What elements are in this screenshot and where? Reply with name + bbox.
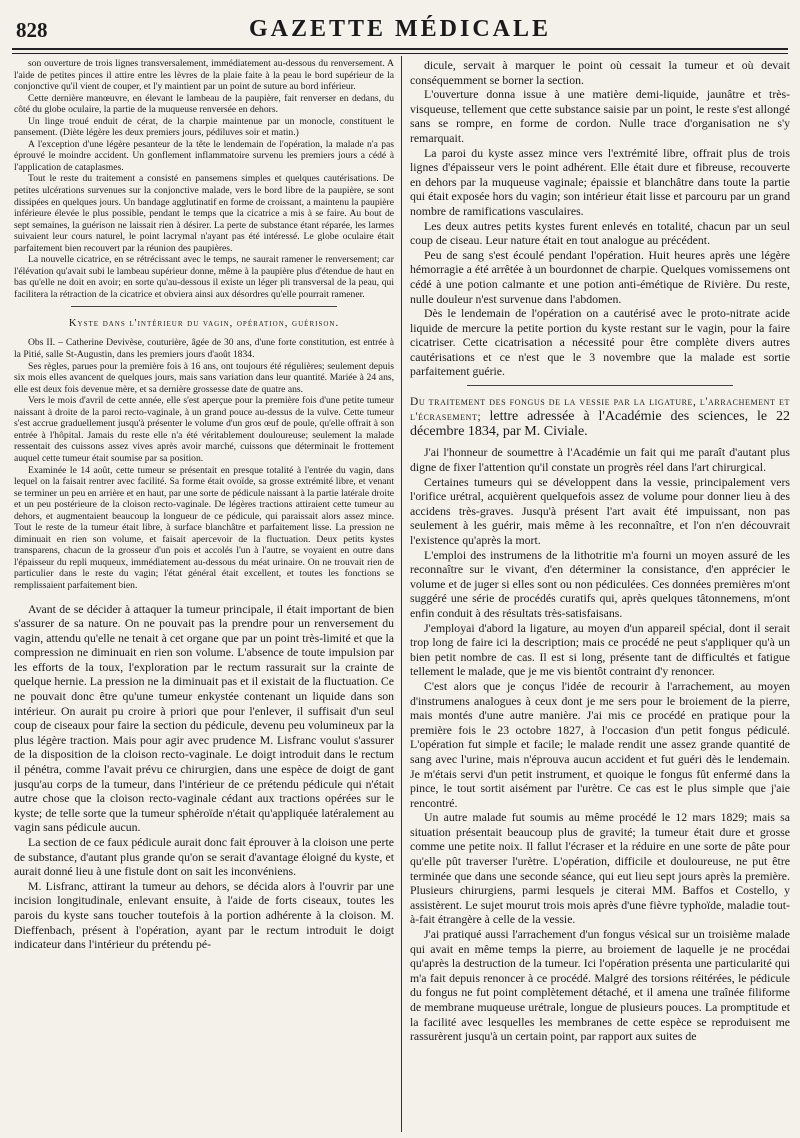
paragraph: La nouvelle cicatrice, en se rétrécissant avec le temps, ne saurait ramener le renversement; car l'élévation qu'avait subi le lambeau supérieur donne, même à la paupière plus d'étendue de haut en bas qu'elle ne doit en avoir; en sorte qu'au-dessous il existe un léger pli transversal de la peau, qui facilitera la rétraction de la cicatrice et obviera ainsi aux désordres qu'elle pourrait ramener.: [14, 254, 394, 300]
header-rule-thin: [12, 53, 788, 54]
article-heading-sub: lettre adressée à l'Académie des sciences, le 22 décembre 1834, par M. Civiale.: [410, 408, 790, 439]
paragraph: A l'exception d'une légère pesanteur de la tête le lendemain de l'opération, la malade n'a pas éprouvé le moindre accident. Un gonflement inflammatoire survenu les premiers jours a cédé à l'application de cataplasmes.: [14, 138, 394, 173]
header-rule: [12, 48, 788, 50]
paragraph: Un linge troué enduit de cérat, de la charpie maintenue par un monocle, constituent le pansement. (Diète légère les deux premiers jours, pédiluves soir et matin.): [14, 115, 394, 139]
left-body: [14, 602, 394, 952]
paragraph: Vers le mois d'avril de cette année, elle s'est aperçue pour la première fois d'une petite tumeur naissant à droite de la paroi recto-vaginale, à un grand pouce au-dessus de la vulve. Cette tumeur s'est accrue graduellement jusqu'à présenter le volume d'un gros œuf de poule, qu'elle offrait à son entrée à l'hôpital. Jamais du reste elle n'a été véritablement douloureuse; seulement la malade ressentait des cuissons assez vives après avoir marché, cuissons que déterminait le frottement auquel cette tumeur était soumise par sa position.: [14, 395, 394, 464]
left-column: [14, 58, 394, 1132]
right-body: [410, 445, 790, 1043]
section-rule: [71, 306, 337, 307]
page-header: [12, 14, 788, 46]
article-heading: [410, 396, 790, 439]
paragraph: M. Lisfranc, attirant la tumeur au dehors, se décida alors à l'ouvrir par une incision longitudinale, enlevant ensuite, à l'aide de forts ciseaux, toutes les parois du kyste sans toucher toutefois à la portion adhérente à la cloison. M. Dieffenbach, présent à l'opération, ayant par le rectum introduit le doigt indicateur dans l'intérieur du prétendu pé-: [14, 878, 394, 952]
paragraph: Peu de sang s'est écoulé pendant l'opération. Huit heures après une légère hémorragie a été arrêtée à un bourdonnet de charpie. Quelques vomissemens ont cédé à une potion calmante et une potion anti-émétique de Rivière. Du reste, nulle douleur n'est survenue dans l'abdomen.: [410, 247, 790, 306]
article-heading-main: Du traitement des fongus de la vessie par la ligature, l'arrachement et l'écrasement;: [410, 396, 790, 423]
right-column: [410, 58, 790, 1132]
paragraph: Obs II. – Catherine Devivèse, couturière, âgée de 30 ans, d'une forte constitution, est entrée à la Pitié, salle St-Augustin, dans les premiers jours d'août 1834.: [14, 337, 394, 361]
column-divider: [401, 56, 402, 1132]
paragraph: Un autre malade fut soumis au même procédé le 12 mars 1829; mais sa situation présentait beaucoup plus de gravité; la tumeur était dure et grosse comme une petite noix. Il fallut l'écraser et la réduire en une sorte de pâte pour qu'elle pût traverser l'urètre. L'opération, difficile et douloureuse, ne put être terminée que dans une seconde séance, qui eut lieu sept jours après la première. Plusieurs chirurgiens, parmi lesquels je citerai MM. Baffos et Costello, y assistèrent. Le sujet mourut trois mois après d'une fièvre typhoïde, maladie tout-à-fait étrangère à celle de la vessie.: [410, 810, 790, 927]
paragraph: dicule, servait à marquer le point où cessait la tumeur et où devait conséquemment se borner la section.: [410, 58, 790, 87]
paragraph: La paroi du kyste assez mince vers l'extrémité libre, offrait plus de trois lignes d'épaisseur vers le point adhérent. Elle était dure et fibreuse, recouverte en dehors par la muqueuse vaginale; épaissie et blanchâtre dans toute la partie qui était exposée hors du vagin; son intérieur était lisse et parcouru par un grand nombre de ramifications vasculaires.: [410, 145, 790, 218]
paragraph: Examinée le 14 août, cette tumeur se présentait en presque totalité à l'entrée du vagin, dans lequel on la faisait rentrer avec facilité. Sa forme était ovoïde, sa grosse extrémité libre, et venant se terminer un peu en arrière et en haut, par une sorte de pédicule naissant à la partie latérale droite et un peu postérieure de la cloison recto-vaginale. De légères tractions attiraient cette tumeur au dehors, et augmentaient beaucoup la longueur de ce pédicule, qui paraissait alors assez mince. Tout le reste de la tumeur était libre, à surface blanchâtre et parfaitement lisse. La pression ne diminuait en rien son volume, et faisait apercevoir de la fluctuation. Deux petits kystes transparens, chacun de la grosseur d'un pois et accolés l'un à l'autre, se voyaient en outre dans l'épaisseur du repli muqueux, immédiatement au-dessous du méat urinaire. On ne trouvait rien de particulier dans le reste du vagin; l'état général était excellent, et toutes les fonctions se remplissaient parfaitement bien.: [14, 464, 394, 591]
section-heading: Kyste dans l'intérieur du vagin, opération, guérison.: [68, 318, 340, 330]
paragraph: Tout le reste du traitement a consisté en pansemens simples et quelques cautérisations. De petites ulcérations survenues sur la conjonctive malade, vers le bord libre de la paupière, se sont dissipées en quelques jours. Un bandage agglutinatif en forme de croissant, a maintenu la paupière inférieure élevée le plus possible, pendant le temps que la cicatrice a mis à se faire. Au bout de sept semaines, la guérison ne laissait rien à désirer. La perte de substance étant réparée, les larmes suivaient leur cours naturel, le point lacrymal n'ayant pas été intéressé. Le globe oculaire était parfaitement bien recouvert par la réunion des paupières.: [14, 173, 394, 254]
paragraph: Avant de se décider à attaquer la tumeur principale, il était important de bien s'assurer de sa nature. On ne pouvait pas la prendre pour un renversement du vagin, attendu qu'elle ne tenait à cet organe que par un point très-limité et que la compression ne diminuait en rien son volume. L'absence de toute impulsion par les efforts de la toux, l'exploration par le rectum rassurait sur la crainte de quelque hernie. La pression ne la diminuait pas et il existait de la fluctuation. Ce ne pouvait donc être qu'une tumeur enkystée contenant un liquide dans son intérieur. On aurait pu croire à priori que pour l'enlever, il suffisait d'un seul coup de ciseaux pour faire la section du pédicule, devenu peu volumineux par la plus légère traction. Mais pour agir avec prudence M. Lisfranc voulut s'assurer de la disposition de la cloison recto-vaginale. Le doigt introduit dans le rectum il pénétra, comme l'avait prévu ce chirurgien, dans une espèce de doigt de gant jusqu'au corps de la tumeur, dans l'intérieur de ce prétendu pédicule qui n'était autre chose que la cloison recto-vaginale cédant aux tractions opérées sur le kyste; de telle sorte que la tumeur sphéroïde n'était qu'appliquée latéralement au vagin sans pédicule aucun.: [14, 601, 394, 835]
journal-title: GAZETTE MÉDICALE: [248, 16, 552, 42]
section-rule: [467, 385, 733, 386]
paragraph: Ses règles, parues pour la première fois à 16 ans, ont toujours été régulières; seulement depuis six mois elles avancent de quelques jours, mais sans variation dans leur quantité. Mariée à 24 ans, elle est deux fois devenue mère, et sa dernière grossesse date de quatre ans.: [14, 360, 394, 395]
paragraph: L'emploi des instrumens de la lithotritie m'a fourni un moyen assuré de les reconnaître sur le vivant, d'en déterminer la consistance, d'en apprécier le volume et de juger si elles sont ou non pédiculées. Ces données premières m'ont suggéré une série de procédés curatifs qui, après quelques tâtonnemens, m'ont enfin conduit à des résultats très-satisfaisans.: [410, 547, 790, 620]
paragraph: Cette dernière manœuvre, en élevant le lambeau de la paupière, fait renverser en dedans, du côté du globe oculaire, la partie de la muqueuse renversée en dehors.: [14, 92, 394, 116]
left-intro: [14, 58, 394, 300]
paragraph: Certaines tumeurs qui se développent dans la vessie, principalement vers l'orifice urétral, acquièrent quelquefois assez de volume pour donner lieu à des accidens très-graves. Jusqu'à présent l'art avait été impuissant, non pas seulement à les guérir, mais même à les reconnaître, et l'on n'en découvrait l'existence qu'après la mort.: [410, 474, 790, 548]
paragraph: J'employai d'abord la ligature, au moyen d'un appareil spécial, dont il serait trop long de faire ici la description; mais ce procédé ne peut s'appliquer qu'à un bien petit nombre de cas. Il est si long, présente tant de difficultés et fatigue tellement le malade, que je me vis bientôt contraint d'y renoncer.: [410, 620, 790, 679]
observation: [14, 337, 394, 591]
page-number: 828: [16, 18, 48, 42]
paragraph: J'ai pratiqué aussi l'arrachement d'un fongus vésical sur un troisième malade qui avait en même temps la pierre, au broiement de laquelle je ne procédai qu'après la destruction de la tumeur. Ici l'opération présenta une particularité qui m'a fait depuis renoncer à ce procédé. Malgré des torsions réitérées, le pédicule du fongus ne fut point complètement détaché, et il amena une traînée filiforme de membrane muqueuse urétrale, longue de plusieurs pouces. La promptitude et la facilité avec lesquelles les membranes de cette espèce se reproduisent me rassurèrent jusqu'à un certain point, par rapport aux suites de: [410, 927, 790, 1044]
paragraph: L'ouverture donna issue à une matière demi-liquide, jaunâtre et très-visqueuse, tellement que cette substance saisie par un point, le reste s'est allongé sans se rompre, en forme de cordon. Nulle trace d'organisation ne s'y remarquait.: [410, 87, 790, 145]
paragraph: Dès le lendemain de l'opération on a cautérisé avec le proto-nitrate acide liquide de mercure la petite portion du kyste restant sur le vagin, pour la faire cicatriser. Cette cicatrisation a nécessité pour être complète divers autres cautérisations et ce n'est que le 3 novembre que la malade est sortie parfaitement guérie.: [410, 306, 790, 379]
paragraph: J'ai l'honneur de soumettre à l'Académie un fait qui me paraît d'autant plus digne de fixer l'attention qu'il constate un progrès réel dans l'art chirurgical.: [410, 445, 790, 475]
right-top: [410, 58, 790, 379]
paragraph: La section de ce faux pédicule aurait donc fait éprouver à la cloison une perte de substance, d'autant plus grande qu'on se serait d'avantage éloigné du kyste, et aurait donné lieu à une fistule dont on sait les inconvéniens.: [14, 835, 394, 879]
paragraph: C'est alors que je conçus l'idée de recourir à l'arrachement, au moyen d'instrumens analogues à ceux dont je me sers pour le broiement de la pierre, mais montés d'une autre manière. J'ai mis ce procédé en pratique pour la première fois le 23 octobre 1827, à l'occasion d'un petit fongus pédiculé. L'opération fut simple et facile; le malade rendit une assez grande quantité de sang avec l'urine, mais n'éprouva aucun accident et fut guéri dès le lendemain. Je m'étais servi d'un petit instrument, et quoique le fongus fût enfermé dans la pince, le tout sortit aisément par l'urètre. Ce cas est le plus simple que j'aie rencontré.: [410, 678, 790, 810]
paragraph: son ouverture de trois lignes transversalement, immédiatement au-dessous du renversement. A l'aide de petites pinces il attire entre les lèvres de la plaie faite à la peau le bord supérieur de la conjonctive qu'il vient de couper, et l'y maintient par un point de suture au bord inférieur.: [14, 58, 394, 93]
paragraph: Les deux autres petits kystes furent enlevés en totalité, chacun par un seul coup de ciseau. Leur nature était en tout analogue au précédent.: [410, 218, 790, 248]
